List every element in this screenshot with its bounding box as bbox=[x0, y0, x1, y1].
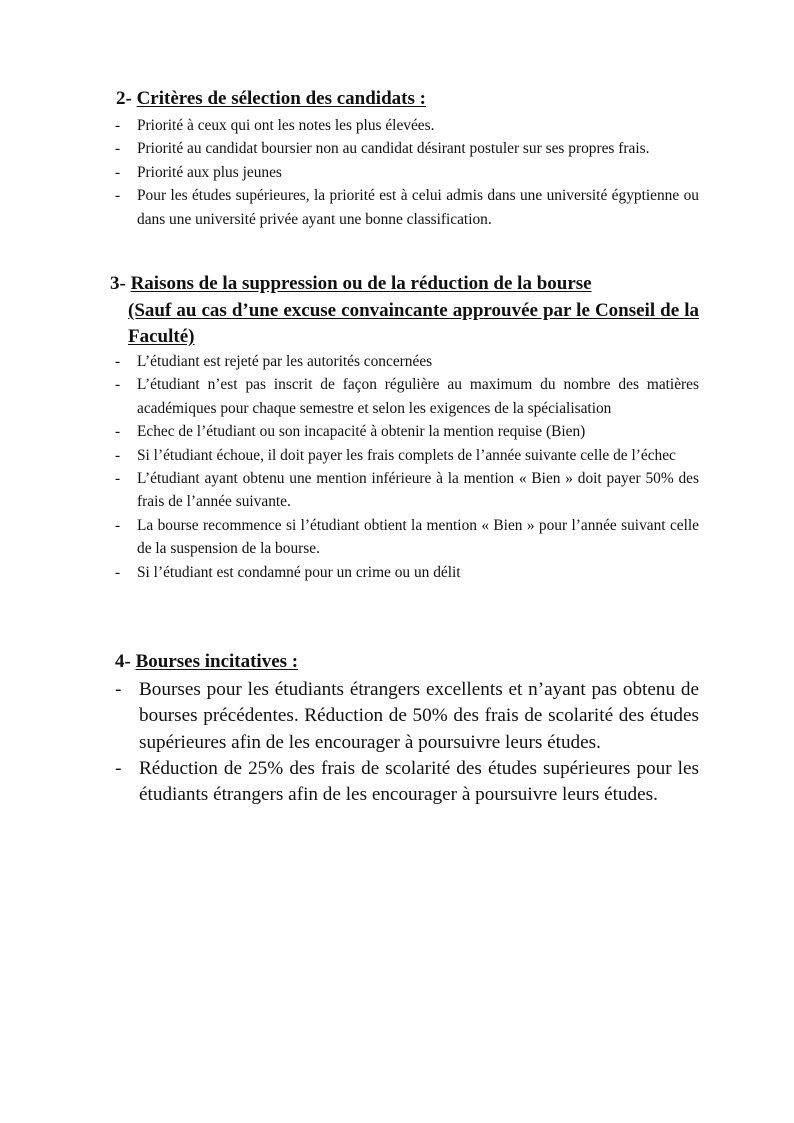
list-item: - Si l’étudiant échoue, il doit payer les frais complets de l’année suivante celle de l’échec bbox=[115, 446, 676, 464]
section-3-list bbox=[115, 350, 699, 584]
list-item: - Echec de l’étudiant ou son incapacité à obtenir la mention requise (Bien) bbox=[115, 423, 586, 441]
list-item: - Priorité au candidat boursier non au candidat désirant postuler sur ses propres frais. bbox=[115, 140, 650, 158]
section-2-heading bbox=[0, 87, 794, 111]
list-item: - L’étudiant n’est pas inscrit de façon régulière au maximum du nombre des matières académiques pour chaque semestre et selon les exigences de la spécialisation bbox=[115, 376, 699, 417]
section-4-number: 4- bbox=[115, 651, 131, 672]
list-item: - Priorité à ceux qui ont les notes les plus élevées. bbox=[115, 117, 435, 134]
section-4-title: Bourses incitatives : bbox=[135, 651, 299, 672]
section-3-heading bbox=[0, 272, 794, 296]
list-item: - L’étudiant est rejeté par les autorités concernées bbox=[115, 353, 433, 370]
list-item: - Réduction de 25% des frais de scolarité des études supérieures pour les étudiants étrangers afin de les encourager à poursuivre leurs études. bbox=[115, 757, 699, 806]
list-item: - L’étudiant ayant obtenu une mention inférieure à la mention « Bien » doit payer 50% des frais de l’année suivante. bbox=[115, 470, 699, 511]
list-item: - Priorité aux plus jeunes bbox=[115, 163, 282, 181]
list-item: - Si l’étudiant est condamné pour un crime ou un délit bbox=[115, 563, 461, 581]
section-4 bbox=[0, 650, 794, 808]
section-2-list bbox=[115, 114, 699, 231]
section-4-heading bbox=[0, 650, 794, 674]
list-item: - Pour les études supérieures, la priorité est à celui admis dans une université égyptienne ou dans une université privée ayant une bonne classification. bbox=[115, 187, 699, 228]
section-2 bbox=[0, 87, 794, 231]
section-3 bbox=[0, 272, 794, 584]
list-item: - La bourse recommence si l’étudiant obtient la mention « Bien » pour l’année suivant celle de la suspension de la bourse. bbox=[115, 516, 699, 558]
section-3-subtitle: (Sauf au cas d’une excuse convaincante approuvée par le Conseil de la Faculté) bbox=[128, 300, 699, 347]
section-2-number: 2- bbox=[116, 88, 132, 109]
list-item: - Bourses pour les étudiants étrangers excellents et n’ayant pas obtenu de bourses précédentes. Réduction de 50% des frais de scolarité des études supérieures afin de les encourager à poursuivre leurs études. bbox=[115, 679, 699, 753]
section-2-title: Critères de sélection des candidats : bbox=[136, 88, 426, 109]
section-3-number: 3- bbox=[110, 273, 126, 294]
section-3-title: Raisons de la suppression ou de la réduction de la bourse bbox=[130, 273, 592, 294]
section-4-list bbox=[115, 677, 699, 808]
